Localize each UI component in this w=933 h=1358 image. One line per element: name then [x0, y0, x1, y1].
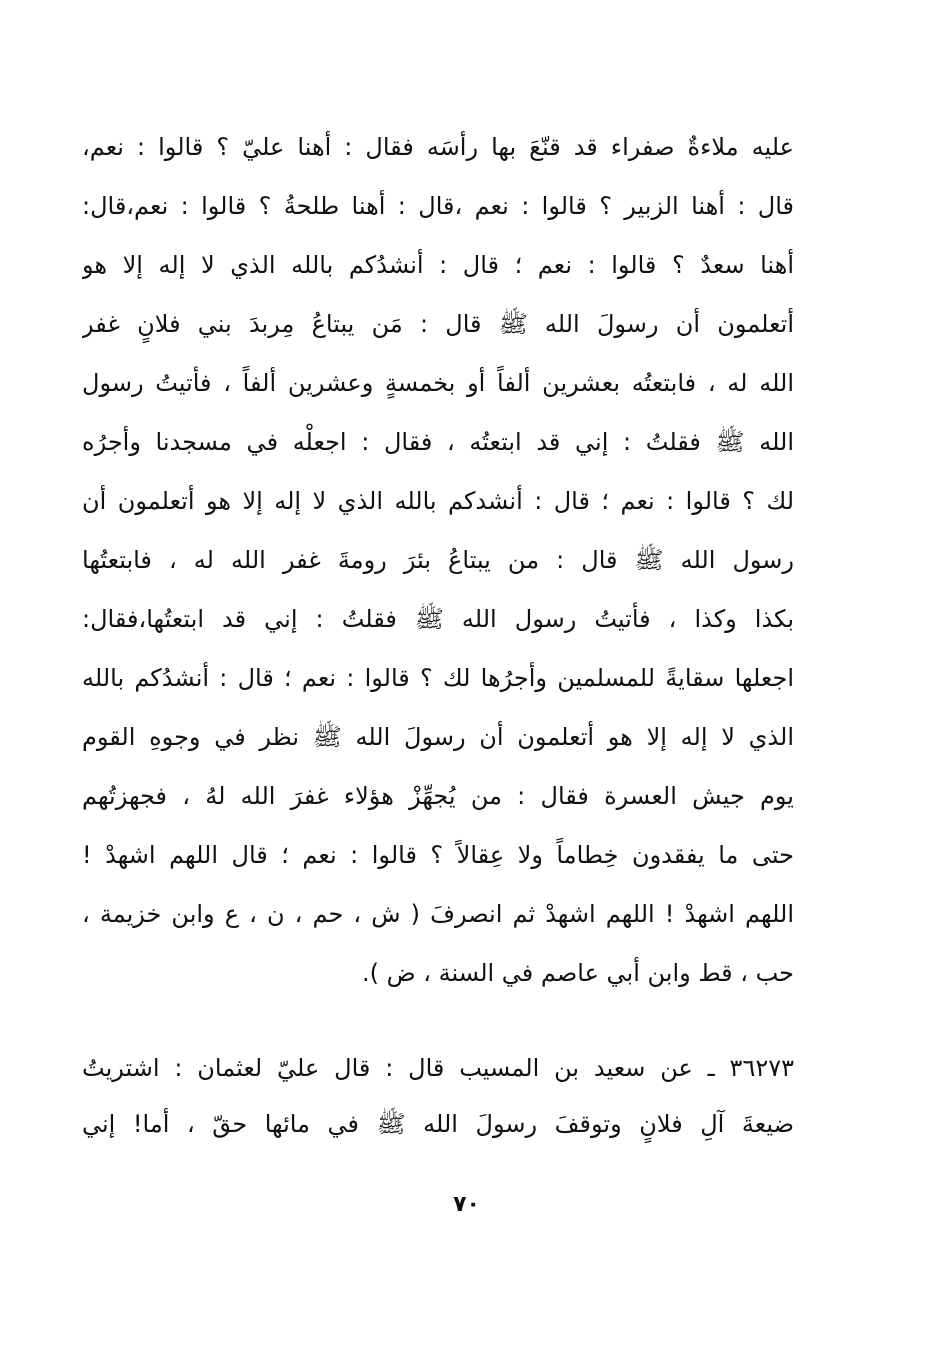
- text-line: حتى ما يفقدون خِطاماً ولا عِقالاً ؟ قالوا : نعم ؛ قال اللهم اشهدْ !: [82, 841, 794, 869]
- text-line: اللهم اشهدْ ! اللهم اشهدْ ثم انصرفَ ( ش ، حم ، ن ، ع وابن خزيمة ،: [82, 900, 794, 928]
- text-line: الله له ، فابتعتُه بعشرين ألفاً أو بخمسةٍ وعشرين ألفاً ، فأتيتُ رسول: [82, 369, 794, 397]
- page-number: ٧٠: [453, 1192, 480, 1217]
- text-line: رسول الله ﷺ قال : من يبتاعُ بئرَ رومةَ غفر الله له ، فابتعتُها: [82, 546, 794, 574]
- text-line: الله ﷺ فقلتُ : إني قد ابتعتُه ، فقال : اجعلْه في مسجدنا وأجرُه: [82, 428, 794, 456]
- text-line: لك ؟ قالوا : نعم ؛ قال : أنشدكم بالله الذي لا إله إلا هو أتعلمون أن: [82, 487, 794, 515]
- text-line: اجعلها سقايةً للمسلمين وأجرُها لك ؟ قالوا : نعم ؛ قال : أنشدُكم بالله: [82, 664, 794, 692]
- text-line: يوم جيش العسرة فقال : من يُجهِّزْ هؤلاء غفرَ الله لهُ ، فجهزتُهم: [82, 782, 794, 810]
- text-line: ٣٦٢٧٣ ـ عن سعيد بن المسيب قال : قال عليّ لعثمان : اشتريتُ: [82, 1054, 794, 1082]
- hadith-paragraph: [82, 118, 794, 1003]
- text-line: بكذا وكذا ، فأتيتُ رسول الله ﷺ فقلتُ : إني قد ابتعتُها،فقال:: [82, 605, 794, 633]
- hadith-entry-36273: [82, 1040, 794, 1152]
- text-line: قال : أهنا الزبير ؟ قالوا : نعم ،قال : أهنا طلحةُ ؟ قالوا : نعم،قال:: [82, 192, 794, 220]
- text-line: أهنا سعدٌ ؟ قالوا : نعم ؛ قال : أنشدُكم بالله الذي لا إله إلا هو: [82, 251, 794, 279]
- text-line: ضيعةَ آلِ فلانٍ وتوقفَ رسولَ الله ﷺ في مائها حقّ ، أما! إني: [82, 1110, 794, 1138]
- text-line: أتعلمون أن رسولَ الله ﷺ قال : مَن يبتاعُ مِربدَ بني فلانٍ غفر: [82, 310, 794, 338]
- text-line: عليه ملاءةٌ صفراء قد قنّعَ بها رأسَه فقال : أهنا عليّ ؟ قالوا : نعم،: [82, 133, 794, 161]
- text-line: الذي لا إله إلا هو أتعلمون أن رسولَ الله ﷺ نظر في وجوهِ القوم: [82, 723, 794, 751]
- text-line: حب ، قط وابن أبي عاصم في السنة ، ض ).: [362, 959, 794, 987]
